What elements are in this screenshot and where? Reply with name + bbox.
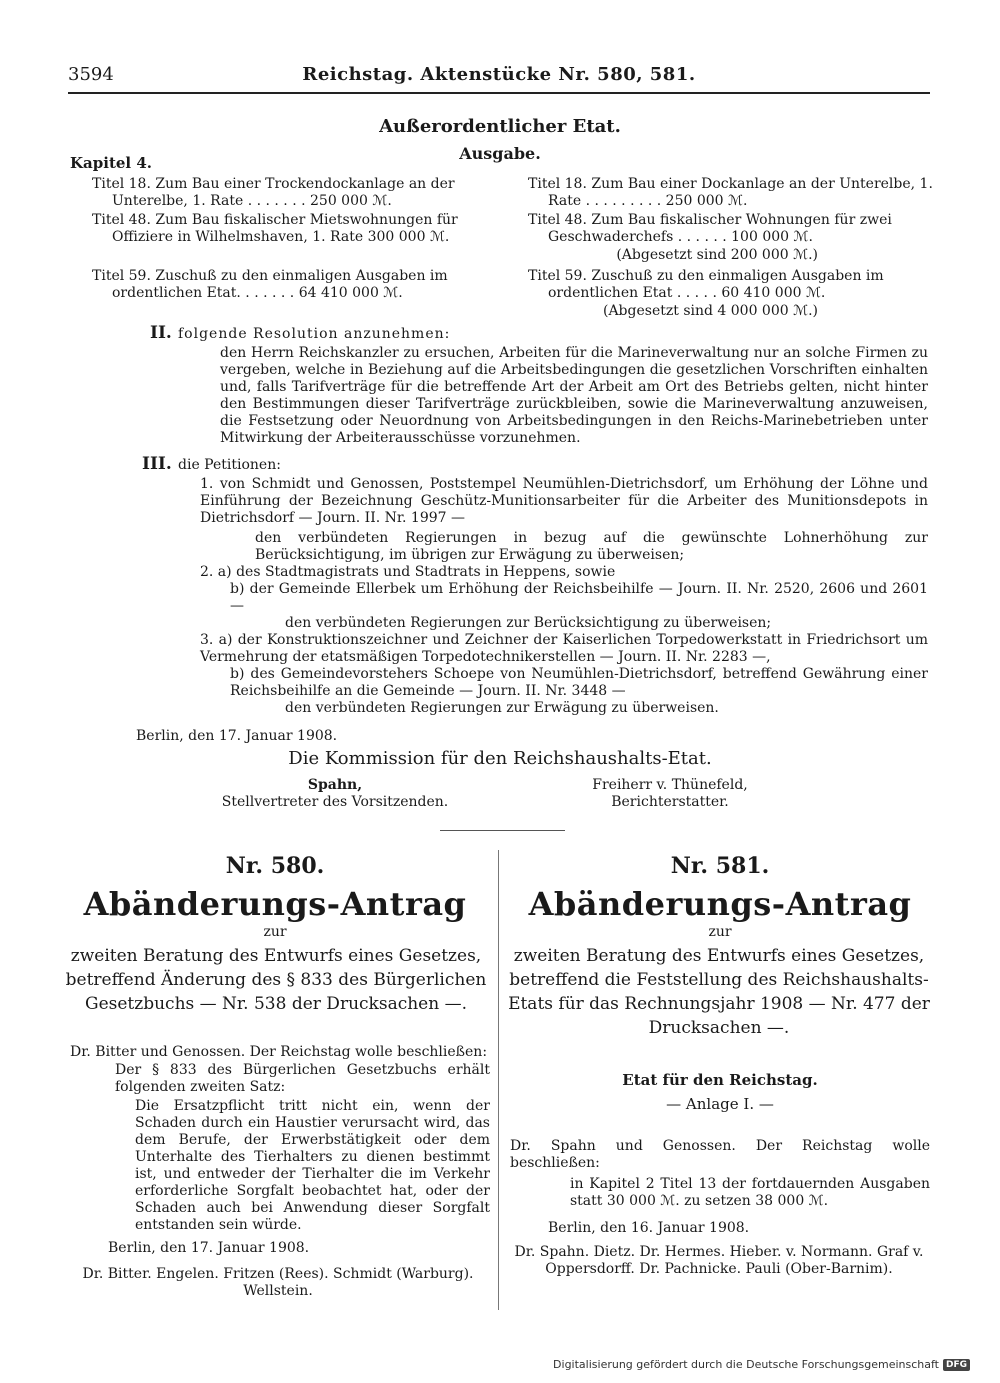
petition-2a: 2. a) des Stadtmagistrats und Stadtrats in Heppens, sowie [200,564,616,580]
etat-left-titel-59: Titel 59. Zuschuß zu den einmaligen Ausgaben im ordentlichen Etat. . . . . . . 64 410 000 ℳ. [92,268,448,301]
etat-title: Außerordentlicher Etat. [379,116,621,137]
nr580-date: Berlin, den 17. Januar 1908. [108,1240,310,1256]
nr580-signers: Dr. Bitter. Engelen. Fritzen (Rees). Schmidt (Warburg). Wellstein. [82,1266,474,1299]
section-divider [440,830,565,831]
resolution-body: den Herrn Reichskanzler zu ersuchen, Arbeiten für die Marineverwaltung nur an solche Firmen zu vergeben, welche in Beziehung auf die Arbeitsbedingungen die gesetzlichen Vorschriften einhalten und, falls Tarifverträge für die betreffende Art der Arbeit am Ort des Betriebs gelten, nicht hinter den Bestimmungen dieser Tarifverträge zurückbleiben, sowie die Marineverwaltung anzuweisen, die Festsetzung oder Neuordnung von Arbeitsbedingungen in den Reichs-Marinebetrieben unter Mitwirkung der Arbeiterausschüsse vorzunehmen. [220,345,928,446]
nr581-anlage: — Anlage I. — [666,1095,774,1113]
etat-right-titel-59-note: (Abgesetzt sind 4 000 000 ℳ.) [602,303,818,319]
nr581-paragraph-1: in Kapitel 2 Titel 13 der fortdauernden Ausgaben statt 30 000 ℳ. zu setzen 38 000 ℳ. [570,1176,930,1209]
footer-credit-text: Digitalisierung gefördert durch die Deutsche Forschungsgemeinschaft [553,1358,939,1371]
etat-right-titel-48-note: (Abgesetzt sind 200 000 ℳ.) [616,247,818,263]
etat-right-titel-18: Titel 18. Zum Bau einer Dockanlage an der Unterelbe, 1. Rate . . . . . . . . . 250 000 ℳ. [528,176,933,209]
nr580-number: Nr. 580. [225,853,325,879]
page-header [68,62,930,88]
nr581-section: Etat für den Reichstag. [622,1071,818,1089]
numeral-iii: III. [142,454,172,474]
nr581-intro: Dr. Spahn und Genossen. Der Reichstag wolle beschließen: [510,1138,930,1171]
petition-3b: b) des Gemeindevorstehers Schoepe von Neumühlen-Dietrichsdorf, betreffend Gewährung einer Reichsbeihilfe an die Gemeinde — Journ. II. Nr. 3448 — [230,666,928,699]
etat-right-titel-59: Titel 59. Zuschuß zu den einmaligen Ausgaben im ordentlichen Etat . . . . . 60 410 000 ℳ. [528,268,884,301]
nr580-paragraph-1: Der § 833 des Bürgerlichen Gesetzbuchs erhält folgenden zweiten Satz: [115,1062,490,1095]
numeral-ii: II. [150,323,172,343]
dfg-logo: DFG [943,1359,970,1371]
nr580-subtitle: zweiten Beratung des Entwurfs eines Gesetzes, betreffend Änderung des § 833 des Bürgerlichen Gesetzbuchs — Nr. 538 der Drucksachen —. [65,946,487,1014]
etat-left-titel-18: Titel 18. Zum Bau einer Trockendockanlage an der Unterelbe, 1. Rate . . . . . . . 250 000 ℳ. [92,176,455,209]
petition-2b: b) der Gemeinde Ellerbek um Erhöhung der Reichsbeihilfe — Journ. II. Nr. 2520, 2606 und 2601 — [230,581,928,614]
footer-credit [553,1358,970,1371]
nr581-zur: zur [708,924,732,940]
petition-3-decision: den verbündeten Regierungen zur Erwägung zu überweisen. [285,700,719,716]
nr581-number: Nr. 581. [670,853,770,879]
page-number: 3594 [68,64,114,85]
signature-left-name: Spahn, [307,777,363,793]
nr581-signers: Dr. Spahn. Dietz. Dr. Hermes. Hieber. v. Normann. Graf v. Oppersdorff. Dr. Pachnicke. Pauli (Ober-Barnim). [514,1244,924,1277]
header-rule [68,92,930,94]
nr580-paragraph-2: Die Ersatzpflicht tritt nicht ein, wenn der Schaden durch ein Haustier verursacht wird, das dem Berufe, der Erwerbstätigkeit oder dem Unterhalte des Tierhalters zu dienen bestimmt ist, und entweder der Tierhalter die im Verkehr erforderliche Sorgfalt beobachtet hat, oder der Schaden auch bei Anwendung dieser Sorgfalt entstanden sein würde. [135,1098,490,1233]
petition-1-decision: den verbündeten Regierungen in bezug auf die gewünschte Lohnerhöhung zur Berücksichtigung, im übrigen zur Erwägung zu überweisen; [255,530,928,563]
closing-date: Berlin, den 17. Januar 1908. [136,728,338,744]
petition-3a: 3. a) der Konstruktionszeichner und Zeichner der Kaiserlichen Torpedowerkstatt in Friedrichsort um Vermehrung der etatsmäßigen Torpedotechnikerstellen — Journ. II. Nr. 2283 —, [200,632,928,665]
etat-right-titel-48: Titel 48. Zum Bau fiskalischer Wohnungen für zwei Geschwaderchefs . . . . . . 100 000 ℳ. [528,212,892,245]
nr581-subtitle: zweiten Beratung des Entwurfs eines Gesetzes, betreffend die Feststellung des Reichshaushalts-Etats für das Rechnungsjahr 1908 — Nr. 477 der Drucksachen —. [508,946,930,1038]
signature-left-role: Stellvertreter des Vorsitzenden. [221,794,449,810]
signature-right-name: Freiherr v. Thünefeld, [592,777,748,793]
nr581-date: Berlin, den 16. Januar 1908. [548,1220,750,1236]
column-divider [498,850,499,1310]
resolution-heading: folgende Resolution anzunehmen: [178,326,451,342]
nr581-title: Abänderungs-Antrag [528,885,912,923]
signature-right-role: Berichterstatter. [611,794,729,810]
nr580-title: Abänderungs-Antrag [83,885,467,923]
petition-2-decision: den verbündeten Regierungen zur Berücksichtigung zu überweisen; [285,615,772,631]
etat-left-titel-48: Titel 48. Zum Bau fiskalischer Mietswohnungen für Offiziere in Wilhelmshaven, 1. Rate 300 000 ℳ. [92,212,458,245]
kommission-line: Die Kommission für den Reichshaushalts-Etat. [288,748,712,769]
ausgabe-heading: Ausgabe. [459,144,541,163]
petitionen-heading: die Petitionen: [178,457,281,473]
running-title: Reichstag. Aktenstücke Nr. 580, 581. [302,64,696,85]
kapitel-label: Kapitel 4. [70,154,152,172]
nr580-intro: Dr. Bitter und Genossen. Der Reichstag wolle beschließen: [70,1044,488,1060]
nr580-zur: zur [263,924,287,940]
petition-1: 1. von Schmidt und Genossen, Poststempel Neumühlen-Dietrichsdorf, um Erhöhung der Löhne und Einführung der Bezeichnung Geschütz-Munitionsarbeiter für die Arbeiter des Munitionsdepots in Dietrichsdorf — Journ. II. Nr. 1997 — [200,476,928,526]
